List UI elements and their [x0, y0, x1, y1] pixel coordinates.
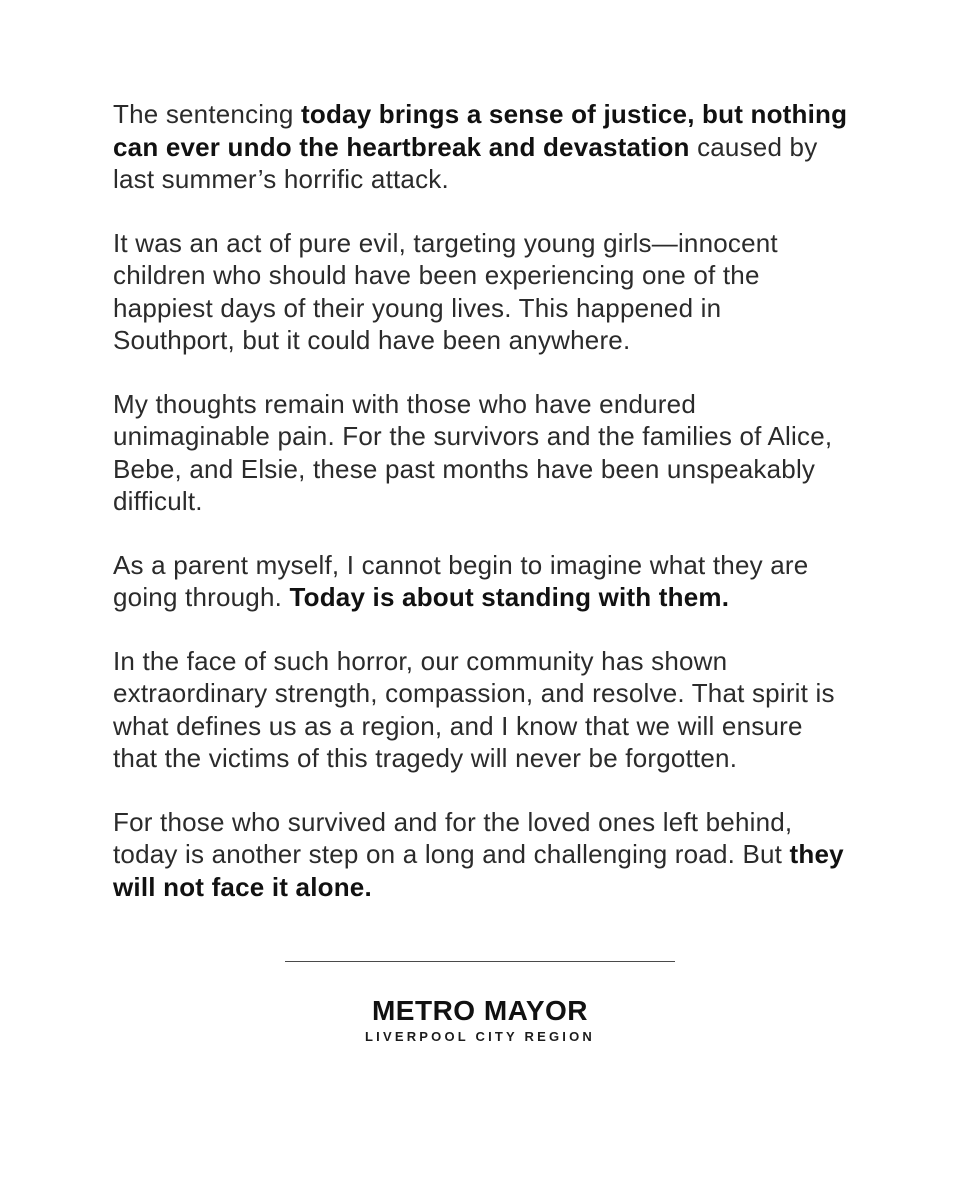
text-run-bold: Today is about standing with them. — [289, 582, 730, 612]
paragraph-sentencing — [113, 98, 848, 196]
logo-title: METRO MAYOR — [371, 995, 589, 1026]
paragraph-as-a-parent — [113, 549, 848, 614]
paragraph-act-of-evil — [113, 227, 848, 357]
metro-mayor-logo — [0, 996, 960, 1046]
footer-divider — [285, 961, 675, 962]
text-run-bold: they will not face it alone. — [113, 839, 844, 902]
text-run: It was an act of pure evil, targeting young girls—innocent children who should have been experiencing one of the happiest days of their young lives. This happened in Southport, but it could have been anywhere. — [113, 227, 778, 355]
text-run: My thoughts remain with those who have endured unimaginable pain. For the survivors and the families of Alice, Bebe, and Elsie, these past months have been unspeakably difficult. — [113, 388, 833, 516]
text-run-bold: today brings a sense of justice, but nothing can ever undo the heartbreak and devastation — [113, 99, 848, 162]
paragraph-thoughts — [113, 388, 848, 518]
footer — [0, 961, 960, 1046]
paragraph-survivors — [113, 806, 848, 904]
text-run: caused by last summer’s horrific attack. — [113, 131, 818, 194]
text-run: The sentencing — [113, 99, 302, 129]
text-run: As a parent myself, I cannot begin to imagine what they are going through. — [113, 549, 809, 612]
text-run: In the face of such horror, our community has shown extraordinary strength, compassion, and resolve. That spirit is what defines us as a region, and I know that we will ensure that the victims of this tragedy will never be forgotten. — [113, 645, 835, 773]
logo-subtitle: LIVERPOOL CITY REGION — [365, 1029, 595, 1044]
text-run: For those who survived and for the loved ones left behind, today is another step on a long and challenging road. But — [113, 806, 793, 869]
paragraph-community — [113, 645, 848, 775]
